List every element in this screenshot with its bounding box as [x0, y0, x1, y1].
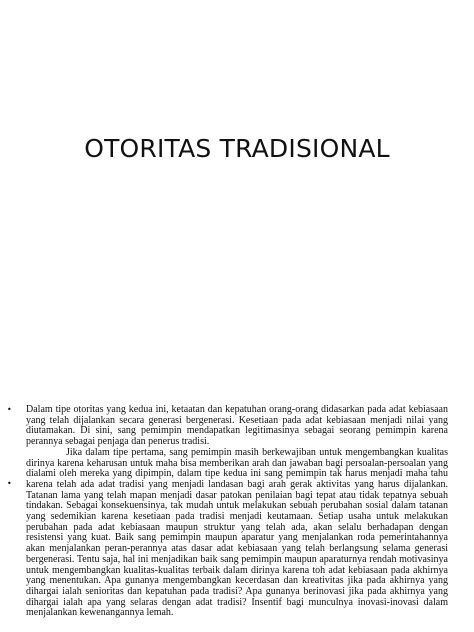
paragraph-2-text: Jika dalam tipe pertama, sang pemimpin masih berkewajiban untuk mengembangkan kualitas dirinya karena keharusan untuk maha bisa memberikan arah dan jawaban bagi persoalan-persoalan yang dialami oleh mereka yang dipimpin, dalam tipe kedua ini sang pemimpin tak harus menjadi maha tahu karena telah ada adat tradisi yang menjadi landasan bagi arah gerak aktivitas yang harus dijalankan. Tatanan lama yang telah mapan menjadi dasar patokan penilaian bagi tepat atau tidak tepatnya sebuah tindakan. Sebagai konsekuensinya, tak mudah untuk melakukan sebuah perubahan sosial dalam tatanan yang sedemikian karena kesetiaan pada tradisi menjadi keutamaan. Setiap usaha untuk melakukan perubahan pada adat kebiasaan maupun struktur yang telah ada, akan selalu berhadapan dengan resistensi yang kuat. Baik sang pemimpin maupun aparatur yang menjalankan roda pemerintahannya akan menjalankan peran-perannya atas dasar adat kebiasaan yang telah berlangsung selama generasi bergenerasi. Tentu saja, hal ini menjadikan baik sang pemimpin maupun aparaturnya rendah motivasinya untuk mengembangkan kualitas-kualitas terbaik dalam dirinya karena toh adat kebiasaan pada akhirnya yang menentukan. Apa gunanya mengembangkan kecerdasan dan kreativitas jika pada akhirnya yang dihargai ialah senioritas dan kepatuhan pada tradisi? Apa gunanya berinovasi jika pada akhirnya yang dihargai ialah apa yang selaras dengan adat tradisi? Insentif bagi munculnya inovasi-inovasi dalam menjalankan kewenangannya lemah. — [26, 446, 448, 619]
bullet-2: • — [7, 479, 12, 488]
bullet-1: • — [7, 405, 12, 414]
paragraph-2 — [26, 448, 448, 619]
paragraph-1: Dalam tipe otoritas yang kedua ini, ketaatan dan kepatuhan orang-orang didasarkan pada adat kebiasaan yang telah dijalankan secara generasi bergenerasi. Kesetiaan pada adat kebiasaan menjadi nilai yang diutamakan. Di sini, sang pemimpin mendapatkan legitimasinya sebagai seorang pemimpin karena perannya sebagai penjaga dan penerus tradisi. — [26, 404, 448, 448]
document-title: OTORITAS TRADISIONAL — [84, 134, 390, 163]
document-body — [26, 405, 448, 619]
